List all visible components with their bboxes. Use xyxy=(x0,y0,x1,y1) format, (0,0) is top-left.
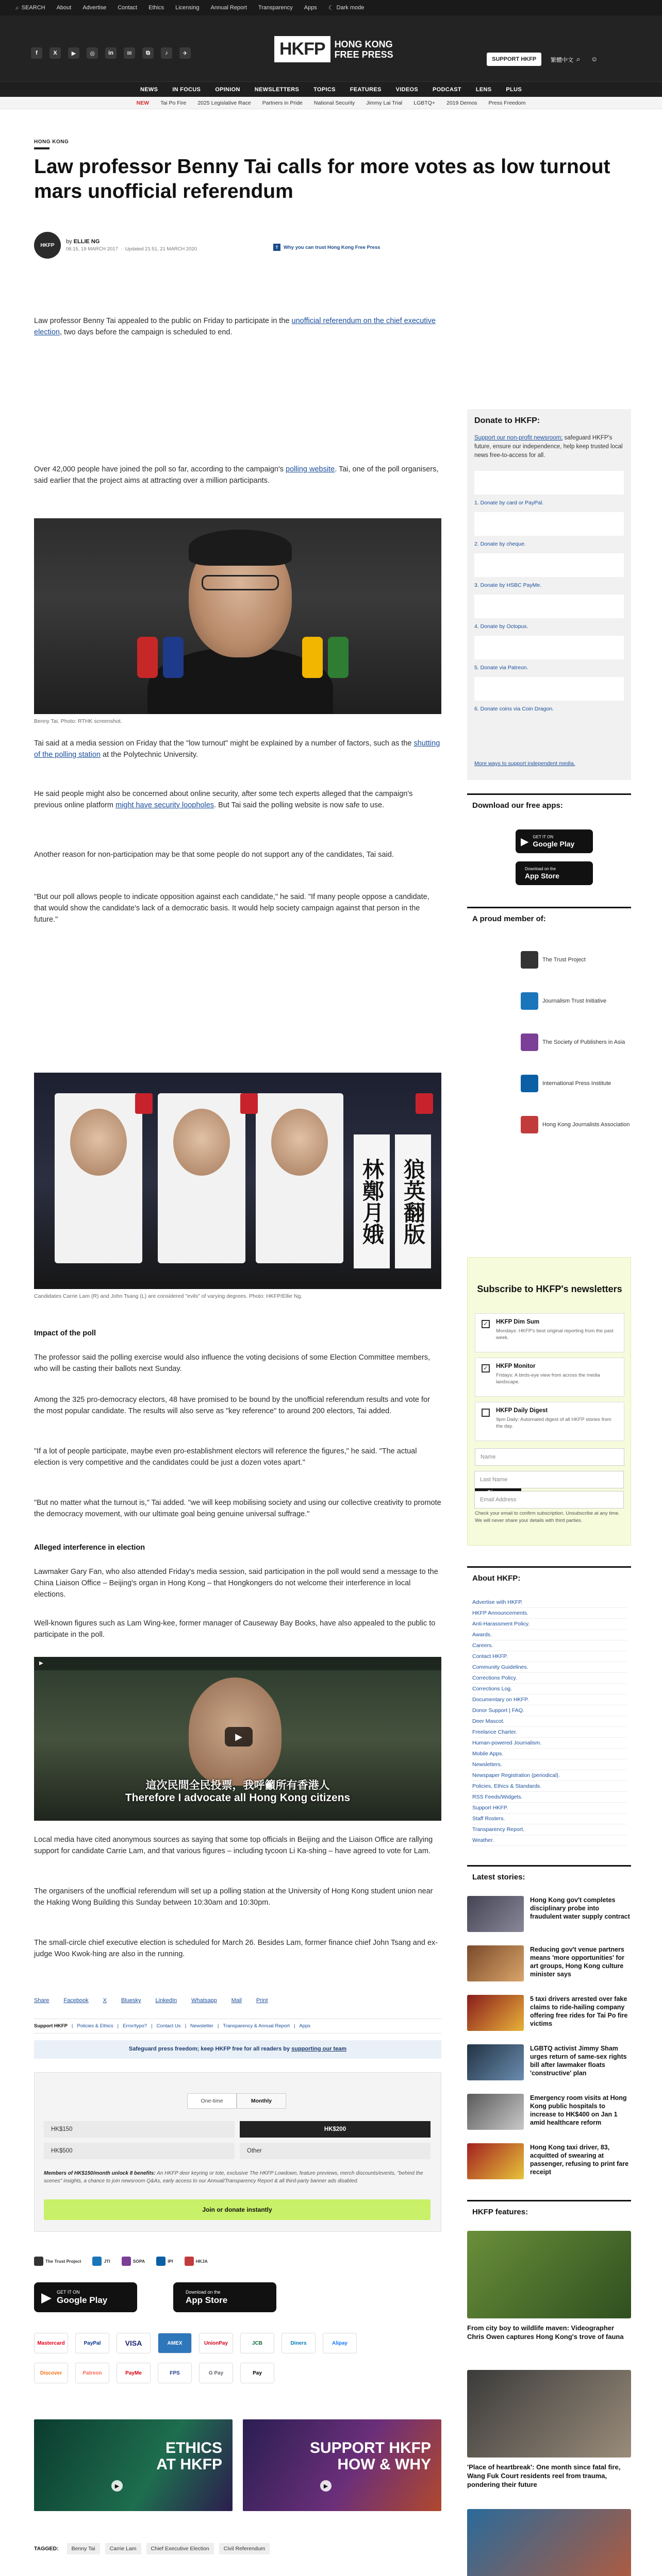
about-link[interactable]: Staff Rosters. xyxy=(472,1814,627,1824)
inline-link[interactable]: polling website xyxy=(286,465,335,473)
about-link[interactable]: Community Guidelines. xyxy=(472,1662,627,1673)
support-hkfp-button[interactable]: SUPPORT HKFP xyxy=(487,53,541,66)
about-link[interactable]: Careers. xyxy=(472,1640,627,1651)
donate-text: Support our non-profit newsroom; safeguard HKFP's future, ensure our independence, help keep trusted local news free-to-access for all. xyxy=(474,435,623,459)
payment-method-image[interactable] xyxy=(474,471,624,495)
byline xyxy=(34,232,197,259)
badge-trust-project[interactable]: The Trust Project xyxy=(34,2257,81,2266)
about-link[interactable]: Deer Mascot. xyxy=(472,1716,627,1727)
language-switch[interactable]: 繁體中文 xyxy=(551,57,573,63)
moon-icon: ☾ xyxy=(328,4,334,11)
sidebar-google-play-button[interactable]: ▶ GET IT ON Google Play xyxy=(516,829,593,853)
latest-story[interactable]: Reducing gov't venue partners means 'more opportunities' for art groups, Hong Kong culture minister says xyxy=(467,1945,631,1990)
author-avatar[interactable]: HKFP xyxy=(34,232,61,259)
checkbox-checked[interactable]: ✓ xyxy=(482,1364,490,1372)
member-sopa[interactable]: The Society of Publishers in Asia xyxy=(521,1033,625,1051)
nav-podcast[interactable]: PODCAST xyxy=(432,86,461,93)
article-paragraph: He said people might also be concerned about online security, after some tech experts alleged that the campaign's previous online platform might have security loopholes. But Tai said the polling website is now safe to use. xyxy=(34,790,413,809)
about-link[interactable]: Newspaper Registration (periodical). xyxy=(472,1770,627,1781)
sidebar-about-heading: About HKFP: xyxy=(467,1566,631,1588)
donate-title: Donate to HKFP: xyxy=(474,416,540,425)
logo-mark: HKFP xyxy=(274,36,330,62)
inline-link[interactable]: might have security loopholes xyxy=(115,801,214,809)
tag-link[interactable]: 2019 Demos xyxy=(446,99,477,106)
member-trust-project[interactable]: The Trust Project xyxy=(521,951,586,969)
sidebar-app-store-button[interactable]: Download on the App Store xyxy=(516,861,593,885)
payment-method-image[interactable] xyxy=(474,636,624,659)
article-paragraph: "If a lot of people participate, maybe even pro-establishment electors will reference the figures," he said. "The actual election is very competitive and the candidates could be just a dozen votes apart." xyxy=(34,1447,417,1467)
article-paragraph: The organisers of the unofficial referendum will set up a polling station at the University of Hong Kong student union near the Haking Wong Building this Sunday between 10:30am and 10:30pm. xyxy=(34,1887,433,1907)
payment-method-image[interactable] xyxy=(474,595,624,618)
sidebar-member-heading: A proud member of: xyxy=(467,907,631,928)
membership-benefits: Members of HK$150/month unlock 8 benefits: An HKFP deer keyring or tote, exclusive The HKFP Lowdown, feature previews, merch discounts/events, "behind the scenes" insights, a chance to join newsroom Q&As, early access to our Annual/Transparency Report & all third-party banner ads disabled. xyxy=(44,2171,423,2184)
tag-link[interactable]: Jimmy Lai Trial xyxy=(366,99,403,106)
apps-link[interactable]: Apps xyxy=(299,2023,311,2029)
badge-hkja[interactable]: HKJA xyxy=(185,2257,208,2266)
alipay-logo: Alipay xyxy=(323,2333,357,2353)
about-link[interactable]: Advertise with HKFP. xyxy=(472,1597,627,1608)
safeguard-banner: Safeguard press freedom; keep HKFP free for all readers by supporting our team xyxy=(34,2040,441,2059)
fps-logo: FPS xyxy=(158,2363,192,2383)
latest-story[interactable]: LGBTQ activist Jimmy Sham urges return of same-sex rights bill after lawmaker floats 'constructive' plan xyxy=(467,2044,631,2089)
about-link[interactable]: RSS Feeds/Widgets. xyxy=(472,1792,627,1803)
payme-logo: PayMe xyxy=(117,2363,151,2383)
video-title-bar: ▶ xyxy=(34,1657,441,1670)
payment-logos xyxy=(34,2363,274,2383)
newsletter-option[interactable]: ✓ HKFP Dim Sum Mondays: HKFP's best original reporting from the past week. xyxy=(475,1313,624,1352)
header-search-icon[interactable]: ⌕ xyxy=(576,55,581,63)
about-link[interactable]: Newsletters. xyxy=(472,1759,627,1770)
section-label[interactable]: HONG KONG xyxy=(34,139,69,145)
tag-chip[interactable]: Chief Executive Election xyxy=(146,2543,214,2554)
article-title: Law professor Benny Tai calls for more votes as low turnout mars unofficial referendum xyxy=(34,156,610,202)
support-links: Support HKFP | Policies & Ethics | Error/typo? | Contact Us | Newsletter | Transparency & Annual Report | Apps xyxy=(34,2019,441,2033)
tag-chip[interactable]: Civil Referendum xyxy=(219,2543,270,2554)
nav-topics[interactable]: TOPICS xyxy=(313,86,336,93)
feature-story[interactable]: From city boy to wildlife maven: Videographer Chris Owen captures Hong Kong's trove of fauna xyxy=(467,2231,631,2354)
nav-plus[interactable]: PLUS xyxy=(506,86,522,93)
feature-story[interactable]: 'Place of heartbreak': One month since fatal fire, Wang Fuk Court residents reel from trauma, pondering their future xyxy=(467,2370,631,2494)
about-link[interactable]: HKFP Announcements. xyxy=(472,1608,627,1619)
share-facebook[interactable]: Facebook xyxy=(63,1997,89,2004)
more-ways-link[interactable]: More ways to support independent media. xyxy=(474,760,575,767)
main-nav xyxy=(0,81,662,97)
utility-transparency[interactable]: Transparency xyxy=(258,5,293,11)
telegram-icon[interactable]: ✈ xyxy=(179,47,191,59)
article-paragraph: Law professor Benny Tai appealed to the public on Friday to participate in the unofficial referendum on the chief executive election, two days before the campaign is scheduled to end. xyxy=(34,317,436,336)
about-link[interactable]: Awards. xyxy=(472,1630,627,1640)
policies-link[interactable]: Policies & Ethics xyxy=(77,2023,113,2029)
google-play-icon: ▶ xyxy=(41,2289,52,2305)
article-paragraph: Well-known figures such as Lam Wing-kee, former manager of Causeway Bay Books, have also appealed to the public to participate in the poll. xyxy=(34,1619,436,1639)
newsletter-option[interactable]: ✓ HKFP Monitor Fridays: A birds-eye view from across the media landscape. xyxy=(475,1358,624,1397)
utility-bar xyxy=(0,0,662,15)
join-donate-button[interactable]: Join or donate instantly xyxy=(44,2199,431,2220)
contact-link[interactable]: Contact Us xyxy=(156,2023,181,2029)
donate-option[interactable]: 3. Donate by HSBC PayMe. xyxy=(474,582,542,588)
video-subtitle: 這次民間全民投票，我呼籲所有香港人 Therefore I advocate all Hong Kong citizens xyxy=(125,1780,351,1804)
article-paragraph: Lawmaker Gary Fan, who also attended Friday's media session, said participation in the poll would send a message to the China Liaison Office – Beijing's organ in Hong Kong – that Hongkongers do not welcome their interference in local elections. xyxy=(34,1568,438,1599)
about-link[interactable]: Contact HKFP. xyxy=(472,1651,627,1662)
trust-icon: T xyxy=(273,244,280,251)
amount-option-selected[interactable]: HK$200 xyxy=(240,2121,431,2138)
nav-videos[interactable]: VIDEOS xyxy=(395,86,418,93)
linkedin-icon[interactable]: in xyxy=(105,47,117,59)
about-link[interactable]: Transparency Report. xyxy=(472,1824,627,1835)
newsletter-title: Subscribe to HKFP's newsletters xyxy=(477,1284,622,1294)
name-input[interactable]: Name xyxy=(475,1448,624,1466)
youtube-icon[interactable]: ▶ xyxy=(68,47,79,59)
share-bluesky[interactable]: Bluesky xyxy=(121,1997,141,2004)
author-link[interactable]: ELLIE NG xyxy=(73,239,100,245)
amount-option[interactable]: Other xyxy=(240,2143,431,2159)
trending-tag-bar xyxy=(0,97,662,109)
tag-link[interactable]: Press Freedom xyxy=(488,99,526,106)
about-link[interactable]: Weather. xyxy=(472,1835,627,1846)
newsletter-footnote: Check your email to confirm subscription. Unsubscribe at any time. We will never share your details with third parties. xyxy=(475,1511,620,1523)
sidebar-donate-box xyxy=(467,409,631,780)
app-store-button[interactable]: Download on the App Store xyxy=(173,2282,276,2312)
mastercard-logo: Mastercard xyxy=(34,2333,68,2353)
last-name-input[interactable]: Last Name xyxy=(474,1471,624,1488)
promo-ethics[interactable]: ETHICS AT HKFP ▶ xyxy=(34,2419,233,2511)
share-whatsapp[interactable]: Whatsapp xyxy=(191,1997,217,2004)
payment-logos xyxy=(34,2333,357,2353)
x-icon[interactable]: X xyxy=(49,47,61,59)
donate-option[interactable]: 4. Donate by Octopus. xyxy=(474,623,528,630)
about-link[interactable]: Documentary on HKFP. xyxy=(472,1694,627,1705)
tag-link[interactable]: 2025 Legislative Race xyxy=(197,99,251,106)
tag-chip[interactable]: Carrie Lam xyxy=(105,2543,141,2554)
about-link[interactable]: Freelance Charter. xyxy=(472,1727,627,1738)
tag-link[interactable]: Partners in Pride xyxy=(262,99,303,106)
donate-option[interactable]: 5. Donate via Patreon. xyxy=(474,665,528,671)
author-line: by ELLIE NG xyxy=(66,239,100,245)
payment-method-image[interactable] xyxy=(474,677,624,701)
about-link[interactable]: Donor Support | FAQ. xyxy=(472,1705,627,1716)
payment-method-image[interactable] xyxy=(474,512,624,536)
tag-chip[interactable]: Benny Tai xyxy=(67,2543,100,2554)
google-play-icon: ▶ xyxy=(521,836,529,848)
nav-lens[interactable]: LENS xyxy=(475,86,492,93)
article-paragraph: "But our poll allows people to indicate opposition against each candidate," he said. "If many people oppose a candidate, that would show the candidate's lack of a democratic basis. It would help society campaign against that person in the future." xyxy=(34,893,429,924)
photo-caption: Candidates Carrie Lam (R) and John Tsang (L) are considered "evils" of varying degrees. Photo: HKFP/Ellie Ng. xyxy=(34,1293,303,1299)
utility-apps[interactable]: Apps xyxy=(304,5,317,11)
donate-option[interactable]: 1. Donate by card or PayPal. xyxy=(474,500,544,506)
instagram-icon[interactable]: ◎ xyxy=(87,47,98,59)
article-paragraph: Another reason for non-participation may be that some people do not support any of the candidates, Tai said. xyxy=(34,851,394,859)
nav-newsletters[interactable]: NEWSLETTERS xyxy=(254,86,300,93)
donation-tabs xyxy=(187,2093,286,2109)
amount-option[interactable]: HK$150 xyxy=(44,2121,235,2138)
share-print[interactable]: Print xyxy=(256,1997,268,2004)
sidebar-apps-heading: Download our free apps: xyxy=(467,793,631,815)
user-icon[interactable]: ☺ xyxy=(591,55,598,63)
mail-icon[interactable]: ✉ xyxy=(124,47,135,59)
subheading: Impact of the poll xyxy=(34,1329,96,1337)
transparency-link[interactable]: Transparency & Annual Report xyxy=(223,2023,290,2029)
article-paragraph: Over 42,000 people have joined the poll so far, according to the campaign's polling website. Tai, one of the poll organisers, said earlier that the project aims at attracting over a million participants. xyxy=(34,465,439,485)
amount-option[interactable]: HK$500 xyxy=(44,2143,235,2159)
about-links xyxy=(472,1597,627,1846)
nav-in-focus[interactable]: IN FOCUS xyxy=(172,86,201,93)
about-link[interactable]: Mobile Apps. xyxy=(472,1749,627,1759)
promo-support[interactable]: SUPPORT HKFP HOW & WHY ▶ xyxy=(243,2419,441,2511)
article-paragraph: The small-circle chief executive election is scheduled for March 26. Besides Lam, former finance chief John Tsang and ex-judge Woo Kwok-hing are also in the running. xyxy=(34,1939,438,1958)
about-link[interactable]: Corrections Log. xyxy=(472,1684,627,1694)
utility-about[interactable]: About xyxy=(56,5,72,11)
article-paragraph: Tai said at a media session on Friday that the "low turnout" might be explained by a number of factors, such as the shutting of the polling station at the Polytechnic University. xyxy=(34,739,440,759)
subheading: Alleged interference in election xyxy=(34,1544,145,1552)
new-label: NEW xyxy=(136,99,150,106)
utility-licensing[interactable]: Licensing xyxy=(175,5,200,11)
nav-news[interactable]: NEWS xyxy=(140,86,158,93)
jcb-logo: JCB xyxy=(240,2333,274,2353)
article-paragraph: Among the 325 pro-democracy electors, 48 have promised to be bound by the unofficial referendum results and vote for the most popular candidate. The results will also serve as "key reference" to around 200 electors, Tai added. xyxy=(34,1396,430,1415)
play-icon[interactable]: ▶ xyxy=(225,1727,253,1747)
error-link[interactable]: Error/typo? xyxy=(123,2023,147,2029)
badge-sopa[interactable]: SOPA xyxy=(122,2257,145,2266)
sidebar-features-heading: HKFP features: xyxy=(467,2200,631,2222)
utility-search[interactable]: ⌕ SEARCH xyxy=(15,4,45,11)
trust-badge[interactable]: T Why you can trust Hong Kong Free Press xyxy=(273,244,380,251)
article-photo-cutouts xyxy=(34,1073,441,1289)
about-link[interactable]: Corrections Policy. xyxy=(472,1673,627,1684)
utility-advertise[interactable]: Advertise xyxy=(82,5,107,11)
about-link[interactable]: Human-powered Journalism. xyxy=(472,1738,627,1749)
latest-story[interactable]: Hong Kong taxi driver, 83, acquitted of swearing at passenger, refusing to print fare receipt xyxy=(467,2143,631,2188)
support-hkfp-link[interactable]: Support HKFP xyxy=(34,2023,68,2029)
social-links xyxy=(31,47,191,59)
facebook-icon[interactable]: f xyxy=(31,47,42,59)
photo-banner-left: 林鄭月娥 xyxy=(354,1134,390,1268)
section-rule xyxy=(34,147,49,149)
share-label: Share xyxy=(34,1997,49,2004)
badge-jti[interactable]: JTI xyxy=(92,2257,110,2266)
payment-method-image[interactable] xyxy=(474,553,624,577)
utility-ethics[interactable]: Ethics xyxy=(148,5,164,11)
play-icon: ▶ xyxy=(320,2480,332,2492)
play-icon: ▶ xyxy=(111,2480,123,2492)
email-input[interactable]: Email Address xyxy=(474,1491,624,1509)
utility-contact[interactable]: Contact xyxy=(118,5,138,11)
utility-annual-report[interactable]: Annual Report xyxy=(210,5,247,11)
paypal-logo: PayPal xyxy=(75,2333,109,2353)
tag-link[interactable]: Tai Po Fire xyxy=(160,99,187,106)
visa-logo: VISA xyxy=(117,2333,151,2353)
unionpay-logo: UnionPay xyxy=(199,2333,233,2353)
photo-caption: Benny Tai. Photo: RTHK screenshot. xyxy=(34,718,122,724)
tag-link[interactable]: National Security xyxy=(313,99,355,106)
share-row xyxy=(34,1997,268,2004)
apple-pay-logo: Pay xyxy=(240,2363,274,2383)
article-tags: TAGGED: Benny Tai Carrie Lam Chief Executive Election Civil Referendum xyxy=(34,2543,270,2554)
article-paragraph: The professor said the polling exercise would also influence the voting decisions of some Election Committee members, who will be casting their ballots next Sunday. xyxy=(34,1353,431,1373)
utility-dark-mode[interactable]: ☾ Dark mode xyxy=(328,4,365,11)
donation-widget xyxy=(34,2072,441,2232)
tiktok-icon[interactable]: ♪ xyxy=(161,47,172,59)
nav-features[interactable]: FEATURES xyxy=(350,86,382,93)
article-paragraph: "But no matter what the turnout is," Tai added. "we will keep mobilising society and using our collective creativity to promote the democracy movement, with our ultimate goal being genuine universal suffrage." xyxy=(34,1499,441,1518)
supporting-team-link[interactable]: supporting our team xyxy=(291,2046,347,2052)
about-link[interactable]: Policies, Ethics & Standards. xyxy=(472,1781,627,1792)
about-link[interactable]: Anti-Harassment Policy. xyxy=(472,1619,627,1630)
sidebar-latest-heading: Latest stories: xyxy=(467,1865,631,1887)
trust-badges xyxy=(34,2257,208,2266)
checkbox-unchecked[interactable] xyxy=(482,1409,490,1417)
share-x[interactable]: X xyxy=(103,1997,107,2004)
google-play-button[interactable]: ▶ GET IT ON Google Play xyxy=(34,2282,137,2312)
inline-link[interactable]: unofficial referendum on the chief executive election xyxy=(34,317,436,336)
search-icon: ⌕ xyxy=(15,4,19,11)
threads-icon[interactable]: ⧉ xyxy=(142,47,154,59)
latest-story[interactable]: Hong Kong gov't completes disciplinary probe into fraudulent water supply contract xyxy=(467,1896,631,1940)
patreon-logo: Patreon xyxy=(75,2363,109,2383)
latest-story[interactable]: Emergency room visits at Hong Kong public hospitals to increase to HK$400 on Jan 1 amid healthcare reform xyxy=(467,2094,631,2138)
tab-one-time[interactable]: One-time xyxy=(187,2093,237,2109)
latest-story[interactable]: 5 taxi drivers arrested over fake claims to ride-hailing company offering free rides for Tai Po fire victims xyxy=(467,1995,631,2039)
newsletter-option[interactable]: HKFP Daily Digest 9pm Daily: Automated digest of all HKFP stories from the day. xyxy=(475,1402,624,1441)
about-link[interactable]: Support HKFP. xyxy=(472,1803,627,1814)
article-photo-benny-tai xyxy=(34,518,441,714)
embedded-video[interactable] xyxy=(34,1657,441,1821)
article-paragraph: Local media have cited anonymous sources as saying that some top officials in Beijing and the Liaison Office are rallying support for candidate Carrie Lam, and that various figures – including tycoon Li Ka-shing – have agreed to vote for Lam. xyxy=(34,1836,433,1855)
nav-opinion[interactable]: OPINION xyxy=(215,86,240,93)
google-pay-logo: G Pay xyxy=(199,2363,233,2383)
tag-link[interactable]: LGBTQ+ xyxy=(413,99,435,106)
newsletter-link[interactable]: Newsletter xyxy=(190,2023,213,2029)
logo-text: HONG KONG FREE PRESS xyxy=(334,39,393,60)
amex-logo: AMEX xyxy=(158,2333,192,2353)
checkbox-checked[interactable]: ✓ xyxy=(482,1320,490,1328)
tab-monthly[interactable]: Monthly xyxy=(237,2093,286,2109)
discover-logo: Discover xyxy=(34,2363,68,2383)
share-linkedin[interactable]: LinkedIn xyxy=(155,1997,177,2004)
site-header xyxy=(0,15,662,81)
site-logo[interactable] xyxy=(274,36,393,62)
article-dates: 06:15, 19 MARCH 2017 · Updated 21:51, 21 MARCH 2020 xyxy=(66,246,197,252)
photo-banner-right: 狼英翻版 xyxy=(395,1134,431,1268)
member-jti[interactable]: Journalism Trust Initiative xyxy=(521,992,606,1010)
diners-logo: Diners xyxy=(282,2333,316,2353)
donate-option[interactable]: 2. Donate by cheque. xyxy=(474,541,526,547)
badge-ipi[interactable]: IPI xyxy=(156,2257,173,2266)
share-mail[interactable]: Mail xyxy=(231,1997,242,2004)
member-ipi[interactable]: International Press Institute xyxy=(521,1075,611,1092)
feature-story[interactable] xyxy=(467,2509,631,2576)
member-hkja[interactable]: Hong Kong Journalists Association xyxy=(521,1116,630,1133)
inline-link[interactable]: shutting of the polling station xyxy=(34,739,440,759)
donate-option[interactable]: 6. Donate coins via Coin Dragon. xyxy=(474,706,554,712)
